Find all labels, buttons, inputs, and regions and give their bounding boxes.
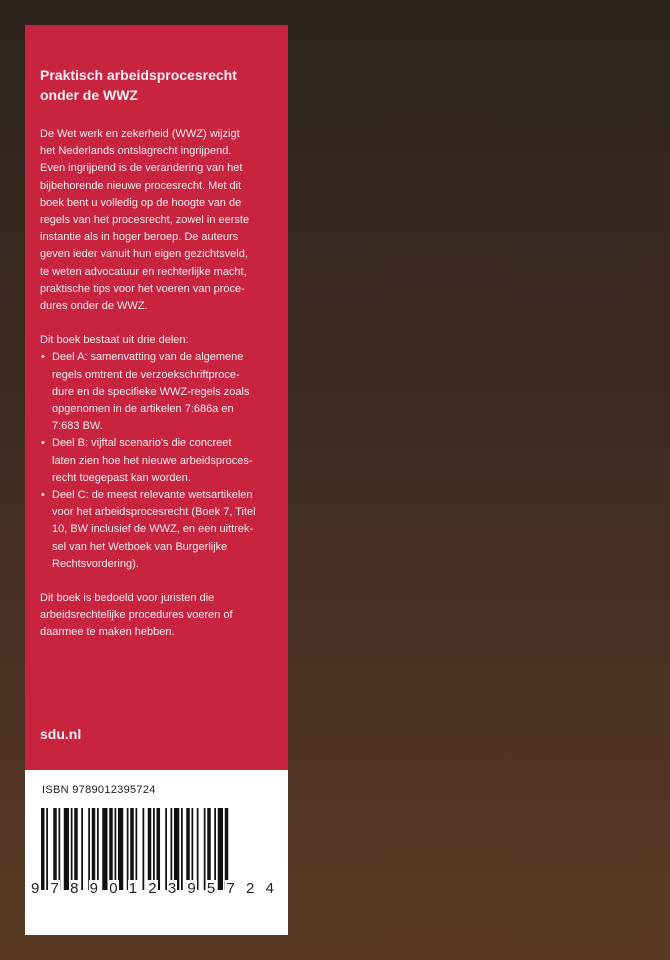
isbn-label: ISBN 9789012395724 bbox=[42, 784, 156, 796]
barcode-bar bbox=[143, 808, 145, 890]
barcode-digit: 0 bbox=[109, 880, 118, 897]
barcode-bar bbox=[214, 808, 216, 890]
barcode-bar bbox=[197, 808, 199, 890]
barcode-bar bbox=[165, 808, 167, 890]
parts-list bbox=[40, 349, 274, 573]
barcode-bar bbox=[92, 808, 96, 890]
book-title bbox=[40, 65, 274, 105]
barcode-digit: 2 bbox=[246, 880, 255, 897]
intro-paragraph: De Wet werk en zekerheid (WWZ) wijzigt het Nederlands ontslagrecht ingrijpend. Even ingrijpend is de verandering van het bijbehorende nieuwe procesrecht. Met dit boek bent u volledig op de hoogte van de regels van het procesrecht, zowel in eerste instantie als in hoger beroep. De auteurs geven ieder vanuit hun eigen gezichtsveld, te weten advocatuur en rechterlijke macht, praktische tips voor het voeren van proce- dures onder de WWZ. bbox=[40, 128, 250, 313]
cover-text-panel bbox=[25, 25, 288, 770]
barcode-bar bbox=[88, 808, 90, 890]
barcode-bar bbox=[41, 808, 45, 890]
barcode-bar bbox=[207, 808, 211, 890]
barcode-bar bbox=[64, 808, 69, 890]
barcode-bar bbox=[192, 808, 194, 890]
barcode-digit: 9 bbox=[31, 880, 40, 897]
barcode-bar bbox=[153, 808, 155, 890]
book-title-line-1: Praktisch arbeidsprocesrecht bbox=[40, 67, 237, 83]
barcode-bar bbox=[225, 808, 229, 890]
barcode-bar bbox=[174, 808, 179, 890]
barcode-bar bbox=[118, 808, 123, 890]
barcode-bar bbox=[136, 808, 138, 890]
barcode-bar bbox=[71, 808, 73, 890]
barcode-bar bbox=[81, 808, 83, 890]
parts-heading: Dit boek bestaat uit drie delen: bbox=[40, 334, 189, 347]
barcode-bar bbox=[204, 808, 206, 890]
list-item: • Deel C: de meest relevante wetsartikelen voor het arbeidsprocesrecht (Boek 7, Titel 10, BW inclusief de WWZ, en een uittrek- sel van het Wetboek van Burgerlijke Rechtsvordering). bbox=[40, 487, 274, 573]
barcode-digit: 2 bbox=[148, 880, 157, 897]
barcode-bar bbox=[102, 808, 107, 890]
barcode-image bbox=[41, 808, 273, 890]
barcode-digit: 5 bbox=[206, 880, 216, 897]
barcode-digit: 8 bbox=[70, 880, 79, 897]
book-title-line-2: onder de WWZ bbox=[40, 87, 138, 103]
barcode-digit: 7 bbox=[50, 880, 59, 897]
barcode-digit: 4 bbox=[265, 880, 274, 897]
barcode-bar bbox=[171, 808, 173, 890]
barcode-digit: 9 bbox=[187, 880, 196, 897]
barcode-digit: 9 bbox=[89, 880, 98, 897]
barcode-bar bbox=[127, 808, 129, 890]
barcode-bar bbox=[59, 808, 61, 890]
barcode-digit: 1 bbox=[128, 880, 138, 897]
barcode-bar bbox=[115, 808, 117, 890]
barcode-bar bbox=[148, 808, 152, 890]
publisher-website: sdu.nl bbox=[40, 726, 82, 742]
barcode-digit: 7 bbox=[226, 880, 235, 897]
barcode-bar bbox=[97, 808, 99, 890]
barcode-bar bbox=[74, 808, 78, 890]
list-item: • Deel A: samenvatting van de algemene regels omtrent de verzoekschriftproce- dure en de specifieke WWZ-regels zoals opgenomen in de artikelen 7:686a en 7:683 BW. bbox=[40, 349, 274, 435]
barcode-bar bbox=[186, 808, 190, 890]
barcode-box bbox=[25, 770, 288, 935]
audience-paragraph: Dit boek is bedoeld voor juristen die arbeidsrechtelijke procedures voeren of daarmee te maken hebben. bbox=[40, 592, 233, 639]
barcode-digits bbox=[30, 880, 275, 897]
barcode-digit: 3 bbox=[167, 880, 177, 897]
barcode-bar bbox=[53, 808, 57, 890]
barcode-bar bbox=[109, 808, 113, 890]
barcode-bar bbox=[181, 808, 183, 890]
barcode-bar bbox=[218, 808, 223, 890]
barcode-bar bbox=[130, 808, 134, 890]
barcode-bar bbox=[46, 808, 48, 890]
barcode-bar bbox=[157, 808, 161, 890]
list-item: • Deel B: vijftal scenario's die concreet laten zien hoe het nieuwe arbeidsproces- recht toegepast kan worden. bbox=[40, 435, 274, 487]
